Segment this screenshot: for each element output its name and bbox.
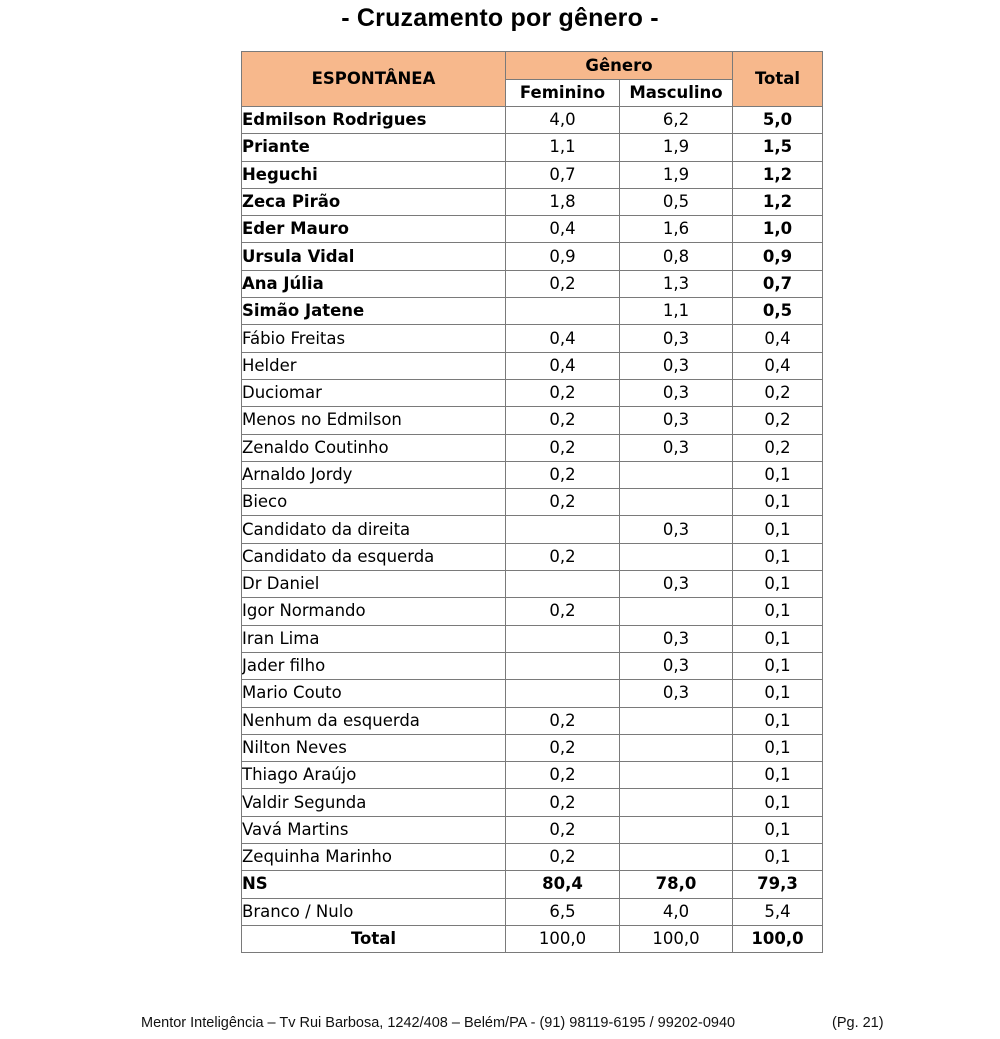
row-name: Fábio Freitas	[242, 325, 506, 352]
row-total: 100,0	[733, 925, 823, 952]
row-masculino	[620, 489, 733, 516]
row-feminino: 0,2	[506, 762, 620, 789]
row-masculino: 0,3	[620, 379, 733, 406]
header-masculino: Masculino	[620, 80, 733, 107]
row-feminino: 0,2	[506, 844, 620, 871]
row-name: Arnaldo Jordy	[242, 461, 506, 488]
row-masculino: 78,0	[620, 871, 733, 898]
row-total: 1,0	[733, 216, 823, 243]
row-total: 0,7	[733, 270, 823, 297]
row-masculino: 1,9	[620, 134, 733, 161]
table-row	[242, 789, 823, 816]
row-feminino: 100,0	[506, 925, 620, 952]
row-name: Dr Daniel	[242, 571, 506, 598]
table-row	[242, 379, 823, 406]
row-name: Thiago Araújo	[242, 762, 506, 789]
row-masculino: 4,0	[620, 898, 733, 925]
row-feminino: 0,2	[506, 598, 620, 625]
row-feminino: 1,8	[506, 188, 620, 215]
row-masculino	[620, 844, 733, 871]
branco-nulo-row	[242, 898, 823, 925]
table-row	[242, 734, 823, 761]
row-total: 0,1	[733, 571, 823, 598]
row-masculino: 0,3	[620, 407, 733, 434]
row-name: Helder	[242, 352, 506, 379]
row-total: 0,1	[733, 789, 823, 816]
row-total: 0,1	[733, 707, 823, 734]
row-masculino: 1,6	[620, 216, 733, 243]
row-name: NS	[242, 871, 506, 898]
table-row	[242, 434, 823, 461]
row-total: 1,5	[733, 134, 823, 161]
row-name: Bieco	[242, 489, 506, 516]
row-masculino	[620, 789, 733, 816]
row-feminino: 0,2	[506, 734, 620, 761]
table-row	[242, 325, 823, 352]
row-name: Candidato da esquerda	[242, 543, 506, 570]
header-genero: Gênero	[506, 52, 733, 80]
row-total: 0,1	[733, 734, 823, 761]
row-total: 5,0	[733, 107, 823, 134]
row-feminino	[506, 652, 620, 679]
row-masculino	[620, 734, 733, 761]
table-row	[242, 816, 823, 843]
table-row	[242, 516, 823, 543]
row-feminino: 0,2	[506, 407, 620, 434]
row-feminino: 0,2	[506, 489, 620, 516]
row-name: Eder Mauro	[242, 216, 506, 243]
row-name: Ana Júlia	[242, 270, 506, 297]
row-masculino: 0,3	[620, 571, 733, 598]
row-masculino: 0,3	[620, 434, 733, 461]
row-total: 0,1	[733, 652, 823, 679]
row-masculino	[620, 816, 733, 843]
row-name: Zenaldo Coutinho	[242, 434, 506, 461]
row-total: 0,1	[733, 762, 823, 789]
row-name: Nenhum da esquerda	[242, 707, 506, 734]
row-name: Total	[242, 925, 506, 952]
row-total: 0,2	[733, 434, 823, 461]
row-feminino: 0,2	[506, 434, 620, 461]
table-row	[242, 707, 823, 734]
row-total: 1,2	[733, 188, 823, 215]
table-row	[242, 543, 823, 570]
table-row	[242, 489, 823, 516]
table-body	[242, 107, 823, 953]
row-masculino: 0,3	[620, 352, 733, 379]
row-name: Vavá Martins	[242, 816, 506, 843]
row-total: 0,1	[733, 516, 823, 543]
row-feminino: 80,4	[506, 871, 620, 898]
row-total: 0,2	[733, 407, 823, 434]
row-feminino: 0,2	[506, 543, 620, 570]
row-total: 0,1	[733, 625, 823, 652]
row-feminino: 0,4	[506, 216, 620, 243]
results-table	[241, 51, 823, 953]
row-total: 0,4	[733, 352, 823, 379]
table-row	[242, 680, 823, 707]
row-name: Ursula Vidal	[242, 243, 506, 270]
row-total: 1,2	[733, 161, 823, 188]
row-masculino	[620, 543, 733, 570]
row-masculino: 0,3	[620, 625, 733, 652]
row-total: 0,2	[733, 379, 823, 406]
row-total: 0,1	[733, 680, 823, 707]
table-row	[242, 107, 823, 134]
row-feminino: 0,2	[506, 461, 620, 488]
row-feminino: 0,4	[506, 352, 620, 379]
footer-address: Mentor Inteligência – Tv Rui Barbosa, 1242/408 – Belém/PA - (91) 98119-6195 / 99202-0940	[141, 1015, 736, 1031]
row-feminino	[506, 298, 620, 325]
table-row	[242, 188, 823, 215]
table-row	[242, 844, 823, 871]
row-masculino	[620, 707, 733, 734]
row-total: 79,3	[733, 871, 823, 898]
row-name: Zequinha Marinho	[242, 844, 506, 871]
table-row	[242, 571, 823, 598]
row-name: Nilton Neves	[242, 734, 506, 761]
table-row	[242, 243, 823, 270]
row-masculino: 100,0	[620, 925, 733, 952]
row-feminino: 0,2	[506, 789, 620, 816]
table-row	[242, 598, 823, 625]
row-masculino: 0,8	[620, 243, 733, 270]
header-total: Total	[733, 52, 823, 107]
page-number: (Pg. 21)	[832, 1015, 884, 1031]
row-feminino: 0,9	[506, 243, 620, 270]
row-total: 0,1	[733, 489, 823, 516]
row-name: Menos no Edmilson	[242, 407, 506, 434]
row-feminino	[506, 516, 620, 543]
row-name: Branco / Nulo	[242, 898, 506, 925]
row-feminino: 1,1	[506, 134, 620, 161]
table-row	[242, 461, 823, 488]
row-name: Heguchi	[242, 161, 506, 188]
table-row	[242, 134, 823, 161]
row-total: 0,1	[733, 844, 823, 871]
header-espontanea: ESPONTÂNEA	[242, 52, 506, 107]
row-masculino: 0,5	[620, 188, 733, 215]
row-total: 5,4	[733, 898, 823, 925]
table-row	[242, 762, 823, 789]
row-masculino: 1,3	[620, 270, 733, 297]
row-name: Mario Couto	[242, 680, 506, 707]
row-total: 0,1	[733, 543, 823, 570]
row-feminino: 0,2	[506, 816, 620, 843]
row-name: Zeca Pirão	[242, 188, 506, 215]
header-feminino: Feminino	[506, 80, 620, 107]
row-feminino	[506, 571, 620, 598]
row-masculino: 0,3	[620, 652, 733, 679]
row-name: Edmilson Rodrigues	[242, 107, 506, 134]
row-masculino: 0,3	[620, 325, 733, 352]
table-row	[242, 625, 823, 652]
row-name: Igor Normando	[242, 598, 506, 625]
row-name: Jader filho	[242, 652, 506, 679]
row-feminino: 0,7	[506, 161, 620, 188]
row-name: Valdir Segunda	[242, 789, 506, 816]
row-feminino	[506, 625, 620, 652]
row-total: 0,4	[733, 325, 823, 352]
table-row	[242, 161, 823, 188]
row-name: Iran Lima	[242, 625, 506, 652]
row-feminino	[506, 680, 620, 707]
row-feminino: 0,2	[506, 270, 620, 297]
row-feminino: 0,4	[506, 325, 620, 352]
row-masculino	[620, 598, 733, 625]
table-row	[242, 407, 823, 434]
row-name: Duciomar	[242, 379, 506, 406]
row-feminino: 4,0	[506, 107, 620, 134]
row-name: Simão Jatene	[242, 298, 506, 325]
row-total: 0,1	[733, 461, 823, 488]
table-row	[242, 270, 823, 297]
table-row	[242, 652, 823, 679]
row-total: 0,1	[733, 816, 823, 843]
row-masculino: 6,2	[620, 107, 733, 134]
table-row	[242, 352, 823, 379]
page-title: - Cruzamento por gênero -	[341, 4, 659, 32]
row-feminino: 6,5	[506, 898, 620, 925]
row-total: 0,5	[733, 298, 823, 325]
row-feminino: 0,2	[506, 379, 620, 406]
row-masculino: 0,3	[620, 680, 733, 707]
row-masculino: 1,1	[620, 298, 733, 325]
row-feminino: 0,2	[506, 707, 620, 734]
row-masculino: 1,9	[620, 161, 733, 188]
row-masculino	[620, 461, 733, 488]
row-name: Candidato da direita	[242, 516, 506, 543]
row-name: Priante	[242, 134, 506, 161]
row-masculino	[620, 762, 733, 789]
row-total: 0,1	[733, 598, 823, 625]
ns-row	[242, 871, 823, 898]
total-row	[242, 925, 823, 952]
row-total: 0,9	[733, 243, 823, 270]
row-masculino: 0,3	[620, 516, 733, 543]
table-row	[242, 298, 823, 325]
table-row	[242, 216, 823, 243]
